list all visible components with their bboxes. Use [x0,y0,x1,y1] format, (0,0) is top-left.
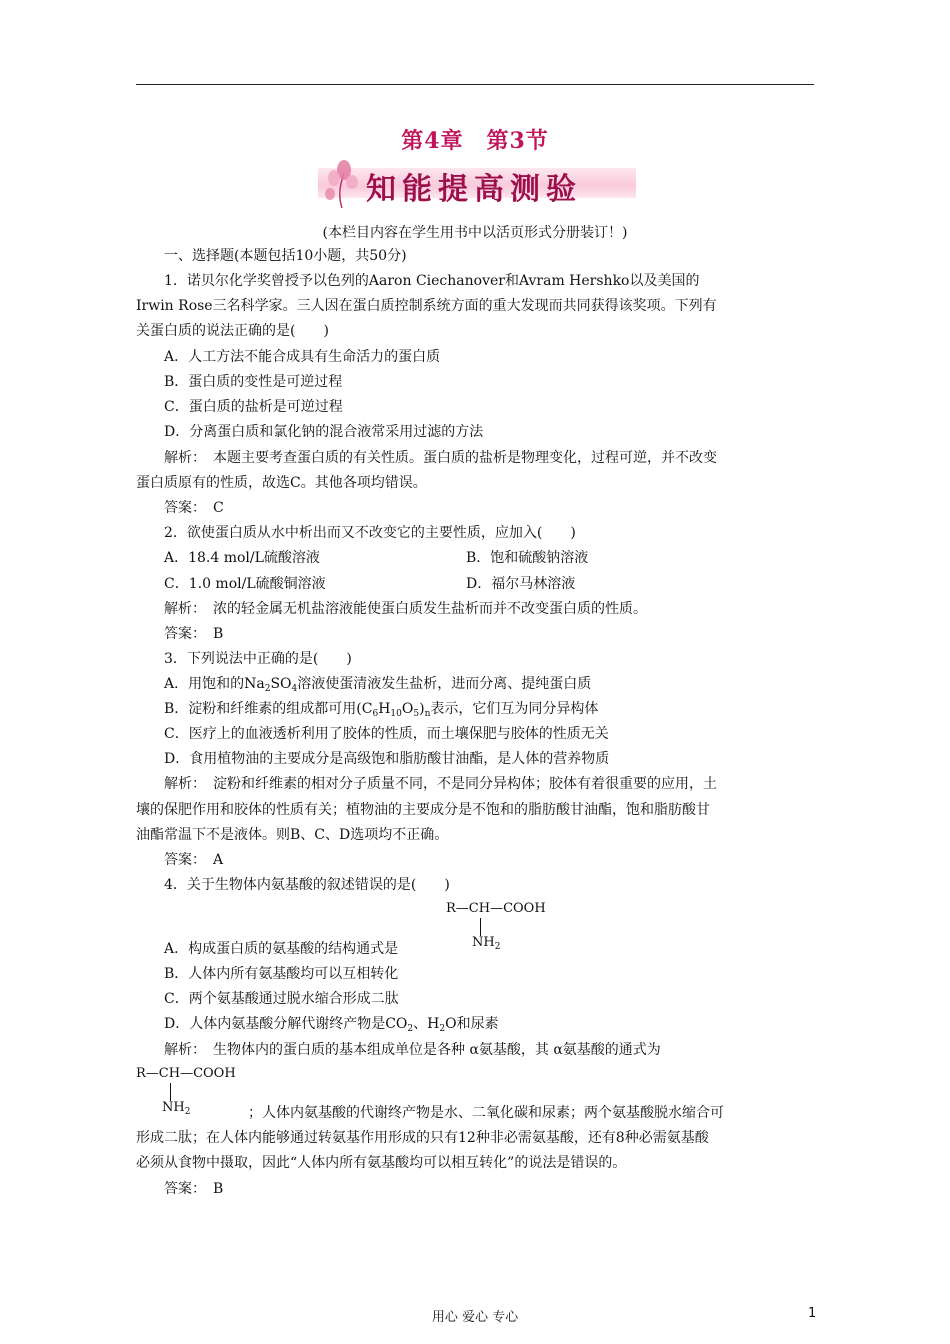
footer-slogan: 用心 爱心 专心 [431,1310,519,1325]
q4-explanation-line2: ；人体内氨基酸的代谢终产物是水、二氧化碳和尿素；两个氨基酸脱水缩合可 [248,1105,724,1121]
header-rule [136,84,814,85]
q1-option-d: D．分离蛋白质和氯化钠的混合液常采用过滤的方法 [164,424,484,440]
q2-option-b: B．饱和硫酸钠溶液 [466,550,589,566]
q3-stem: 3．下列说法中正确的是( ) [164,651,352,667]
flower-icon [320,158,364,210]
banner-title: 知能提高测验 [366,172,582,207]
banner [318,158,636,210]
q3-option-a: A．用饱和的$Na_2SO_4$溶液使蛋清液发生盐析，进而分离、提纯蛋白质 [164,676,592,694]
formula-main-chain: R—CH—COOH [446,901,546,916]
formula-amino-group: $NH_2$ [472,935,501,952]
amino-acid-formula [446,901,566,953]
q2-option-a: A．18.4 mol/L硫酸溶液 [164,550,320,566]
formula-amino-group: $NH_2$ [162,1100,191,1117]
q2-answer: 答案： B [164,626,224,642]
page-number: 1 [808,1306,817,1321]
q4-answer: 答案： B [164,1181,224,1197]
q4-option-c: C．两个氨基酸通过脱水缩合形成二肽 [164,991,399,1007]
q4-option-d: D．人体内氨基酸分解代谢终产物是$CO_2$、$H_2O$和尿素 [164,1016,499,1034]
q1-option-b: B．蛋白质的变性是可逆过程 [164,374,343,390]
q1-explanation-line2: 蛋白质原有的性质，故选C。其他各项均错误。 [136,475,427,491]
q4-explanation-line4: 必须从食物中摄取，因此“人体内所有氨基酸均可以相互转化”的说法是错误的。 [136,1155,627,1171]
q1-answer: 答案： C [164,500,224,516]
q1-stem-line3: 关蛋白质的说法正确的是( ) [136,323,329,339]
q3-explanation-line2: 壤的保肥作用和胶体的性质有关；植物油的主要成分是不饱和的脂肪酸甘油酯，饱和脂肪酸甘 [136,802,710,818]
binding-note: (本栏目内容在学生用书中以活页形式分册装订！) [322,225,628,241]
q3-option-b: B．淀粉和纤维素的组成都可用$(C_6H_{10}O_5)_n$表示，它们互为同分异构体 [164,701,599,719]
q2-explanation: 解析： 浓的轻金属无机盐溶液能使蛋白质发生盐析而并不改变蛋白质的性质。 [164,601,647,617]
q1-option-c: C．蛋白质的盐析是可逆过程 [164,399,343,415]
q2-stem: 2．欲使蛋白质从水中析出而又不改变它的主要性质，应加入( ) [164,525,576,541]
page-title: 第4章 第3节 [401,128,549,154]
q1-stem-line1: 1．诺贝尔化学奖曾授予以色列的Aaron Ciechanover和Avram Hershko以及美国的 [164,273,700,289]
section-heading: 一、选择题(本题包括10小题，共50分) [164,248,407,264]
q3-option-c: C．医疗上的血液透析利用了胶体的性质，而土壤保肥与胶体的性质无关 [164,726,609,742]
q3-explanation-line3: 油酯常温下不是液体。则B、C、D选项均不正确。 [136,827,449,843]
formula-main-chain: R—CH—COOH [136,1066,236,1081]
formula-bond [170,1083,171,1101]
q4-option-b: B．人体内所有氨基酸均可以互相转化 [164,966,399,982]
q1-option-a: A．人工方法不能合成具有生命活力的蛋白质 [164,349,441,365]
q3-option-d: D．食用植物油的主要成分是高级饱和脂肪酸甘油酯，是人体的营养物质 [164,751,610,767]
q2-option-d: D．福尔马林溶液 [466,576,576,592]
q4-explanation-line1: 解析： 生物体内的蛋白质的基本组成单位是各种 α氨基酸，其 α氨基酸的通式为 [164,1042,661,1058]
q4-explanation-line3: 形成二肽；在人体内能够通过转氨基作用形成的只有12种非必需氨基酸，还有8种必需氨基酸 [136,1130,709,1146]
q2-option-c: C．1.0 mol/L硫酸铜溶液 [164,576,326,592]
q3-explanation-line1: 解析： 淀粉和纤维素的相对分子质量不同，不是同分异构体；胶体有着很重要的应用，土 [164,776,717,792]
q1-explanation-line1: 解析： 本题主要考查蛋白质的有关性质。蛋白质的盐析是物理变化，过程可逆，并不改变 [164,450,717,466]
q1-stem-line2: Irwin Rose三名科学家。三人因在蛋白质控制系统方面的重大发现而共同获得该奖项。下列有 [136,298,717,314]
q4-stem: 4．关于生物体内氨基酸的叙述错误的是( ) [164,877,450,893]
q3-answer: 答案： A [164,852,224,868]
amino-acid-formula-inline [136,1066,256,1116]
formula-bond [480,918,481,936]
q4-option-a: A．构成蛋白质的氨基酸的结构通式是 [164,941,399,957]
